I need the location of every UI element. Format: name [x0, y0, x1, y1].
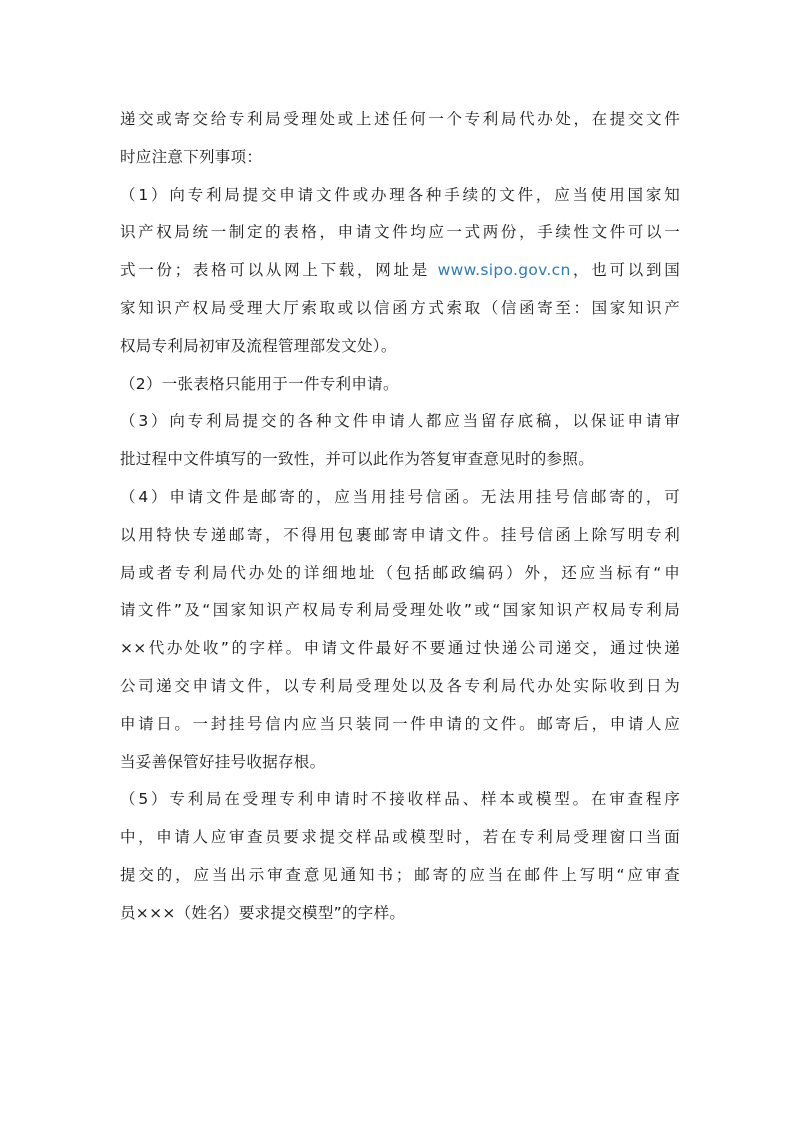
item4-line: 以用特快专递邮寄，不得用包裹邮寄申请文件。挂号信函上除写明专利 [120, 525, 680, 544]
item4-line: ××代办处收”的字样。申请文件最好不要通过快递公司递交，通过快递 [120, 639, 680, 658]
intro-line: 时应注意下列事项： [120, 147, 263, 166]
item3-line: 批过程中文件填写的一致性，并可以此作为答复审查意见时的参照。 [120, 450, 595, 469]
item1-text-before-url: 式一份；表格可以从网上下载，网址是 [120, 261, 438, 280]
item5-line: （5）专利局在受理专利申请时不接收样品、样本或模型。在审查程序 [120, 790, 680, 809]
document-body [120, 101, 680, 933]
item4-line: （4）申请文件是邮寄的，应当用挂号信函。无法用挂号信邮寄的，可 [120, 487, 680, 506]
item2-line: （2）一张表格只能用于一件专利申请。 [120, 374, 399, 393]
item1-line: 权局专利局初审及流程管理部发文处）。 [120, 336, 397, 355]
intro-line: 递交或寄交给专利局受理处或上述任何一个专利局代办处，在提交文件 [120, 110, 680, 128]
item4-line: 局或者专利局代办处的详细地址（包括邮政编码）外，还应当标有“申 [120, 563, 680, 582]
item5-line: 提交的，应当出示审查意见通知书；邮寄的应当在邮件上写明“应审查 [120, 865, 680, 884]
item5-line: 中，申请人应审查员要求提交样品或模型时，若在专利局受理窗口当面 [120, 828, 680, 847]
item4-line: 申请日。一封挂号信内应当只装同一件申请的文件。邮寄后，申请人应 [120, 714, 680, 733]
item1-text-after-url: ，也可以到国 [570, 261, 680, 280]
item4-line: 请文件”及“国家知识产权局专利局受理处收”或“国家知识产权局专利局 [120, 601, 680, 620]
item1-line: 识产权局统一制定的表格，申请文件均应一式两份，手续性文件可以一 [120, 223, 680, 242]
item4-line: 公司递交申请文件，以专利局受理处以及各专利局代办处实际收到日为 [120, 676, 680, 695]
item4-line: 当妥善保管好挂号收据存根。 [120, 752, 326, 771]
item1-line: （1）向专利局提交申请文件或办理各种手续的文件，应当使用国家知 [120, 185, 680, 204]
item3-line: （3）向专利局提交的各种文件申请人都应当留存底稿，以保证申请审 [120, 412, 680, 431]
item1-line-with-url [120, 252, 680, 290]
item5-line: 员×××（姓名）要求提交模型”的字样。 [120, 903, 406, 922]
website-link[interactable]: www.sipo.gov.cn [437, 261, 571, 280]
item1-line: 家知识产权局受理大厅索取或以信函方式索取（信函寄至：国家知识产 [120, 298, 680, 317]
